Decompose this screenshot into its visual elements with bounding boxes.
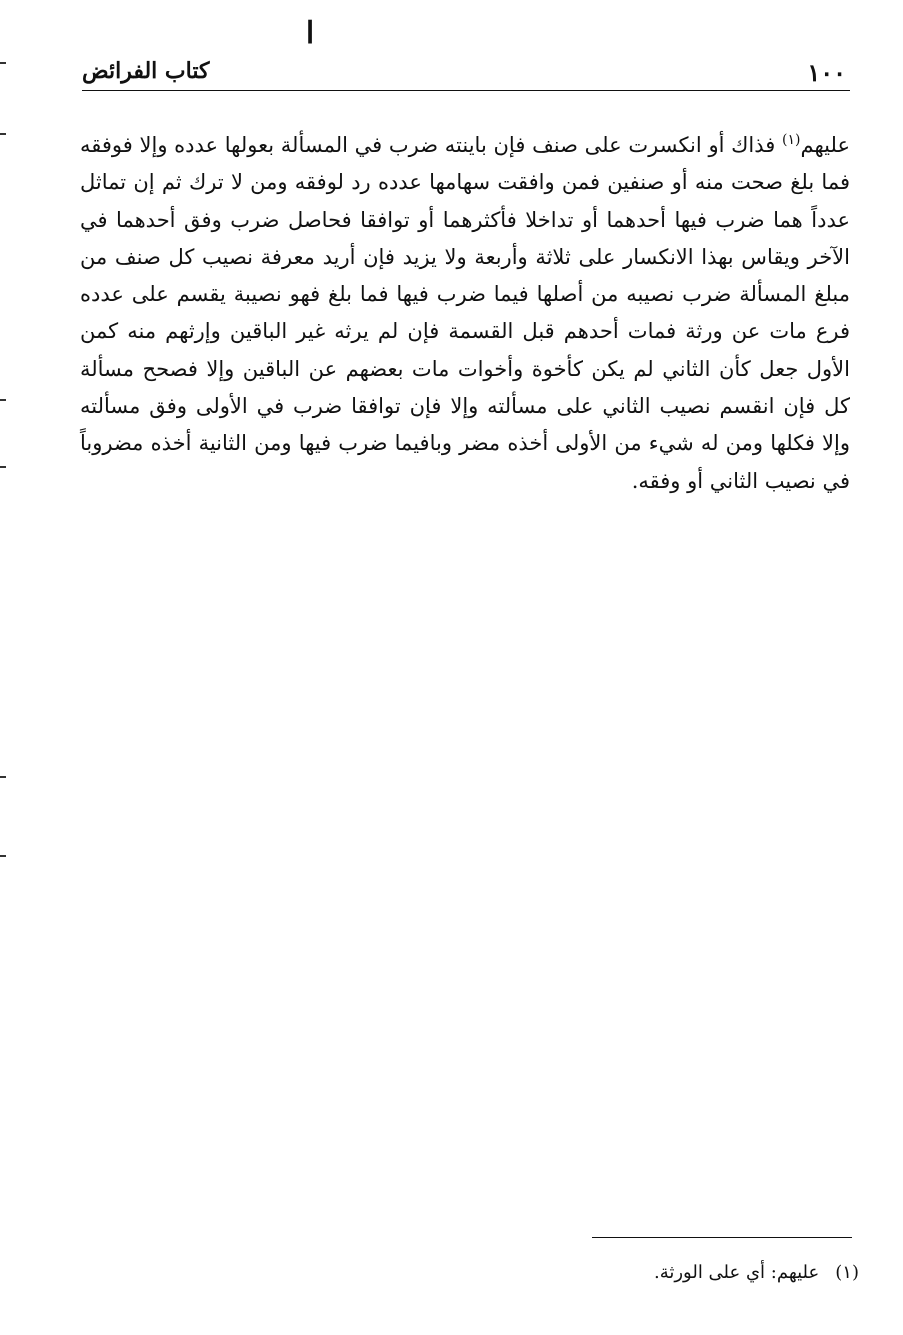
footnote-separator: [592, 1237, 852, 1238]
scan-edge-mark: [0, 62, 6, 64]
scan-edge-mark: [0, 399, 6, 401]
footnote: [99, 1258, 859, 1288]
scan-edge-mark: [0, 855, 6, 857]
top-mark: ا: [305, 16, 315, 51]
word-before-footnote-ref: عليهم: [800, 133, 850, 157]
book-title: كتاب الفرائض: [82, 58, 210, 84]
scan-edge-mark: [0, 133, 6, 135]
main-paragraph: [80, 122, 850, 500]
scan-edge-mark: [0, 466, 6, 468]
footnote-number: (١): [835, 1262, 859, 1283]
footnote-text: عليهم: أي على الورثة.: [653, 1262, 820, 1283]
page-header: [82, 56, 850, 91]
paragraph-text: فذاك أو انكسرت على صنف فإن باينته ضرب في المسألة بعولها عدده وإلا فوفقه فما بلغ صحت منه أو صنفين فمن وافقت سهامها عدده رد لوفقه ومن لا ترك ثم إن تماثل عدداً هما ضرب فيها أحدهما أو تداخلا فأكثرهما أو توافقا فحاصل ضرب وفق أحدهما في الآخر ويقاس بهذا الانكسار على ثلاثة وأربعة ولا يزيد فإن أريد معرفة نصيب كل صنف من مبلغ المسألة ضرب نصيبه من أصلها فيما ضرب فيها فما بلغ فهو نصيبة يقسم على عدده فرع مات عن ورثة فمات أحدهم قبل القسمة فإن لم يرثه غير الباقين وإرثهم منه كمن الأول جعل كأن الثاني لم يكن كأخوة وأخوات مات بعضهم عن الباقين وإلا فصحح مسألة كل فإن انقسم نصيب الثاني على مسألته وإلا فإن توافقا ضرب في الأولى وفق مسألته وإلا فكلها ومن له شيء من الأولى أخذه مضر وبافيما ضرب فيها ومن الثانية أخذه مضروباً في نصيب الثاني أو وفقه.: [80, 133, 851, 493]
page-number: ١٠٠: [807, 58, 846, 87]
scan-edge-mark: [0, 776, 6, 778]
footnote-reference: (١): [782, 132, 801, 148]
